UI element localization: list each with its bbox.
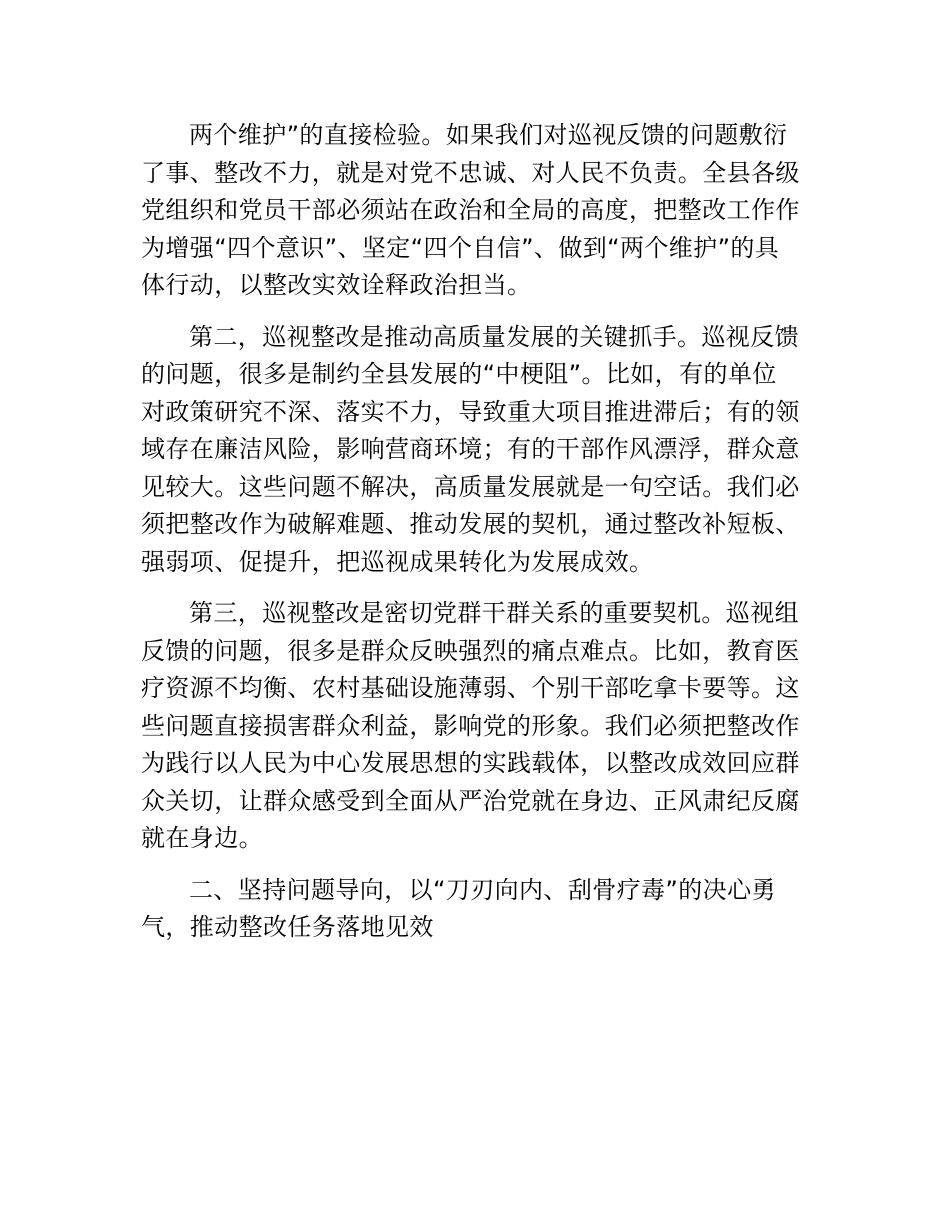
text-line: 体行动，以整改实效诠释政治担当。 xyxy=(141,271,532,299)
text-line: 第三，巡视整改是密切党群干群关系的重要契机。巡视组 xyxy=(189,599,799,627)
text-line: 见较大。这些问题不解决，高质量发展就是一句空话。我们必 xyxy=(141,472,800,501)
text-line: 些问题直接损害群众利益，影响党的形象。我们必须把整改作 xyxy=(141,711,800,740)
text-line: 气，推动整改任务落地见效 xyxy=(141,913,434,941)
text-line: 疗资源不均衡、农村基础设施薄弱、个别干部吃拿卡要等。这 xyxy=(141,674,800,702)
text-line: 众关切，让群众感受到全面从严治党就在身边、正风肃纪反腐 xyxy=(141,786,800,815)
paragraph-third-point xyxy=(141,595,813,858)
text-line: 党组织和党员干部必须站在政治和全局的高度，把整改工作作 xyxy=(141,196,800,224)
text-line: 须把整改作为破解难题、推动发展的契机，通过整改补短板、 xyxy=(141,510,800,538)
paragraph-second-point xyxy=(141,319,813,582)
document-body xyxy=(141,117,813,961)
text-line: 了事、整改不力，就是对党不忠诚、对人民不负责。全县各级 xyxy=(141,158,800,187)
text-line: 两个维护”的直接检验。如果我们对巡视反馈的问题敷衍 xyxy=(189,121,788,149)
section-heading-two xyxy=(141,872,813,947)
text-line: 强弱项、促提升，把巡视成果转化为发展成效。 xyxy=(141,547,654,576)
text-line: 对政策研究不深、落实不力，导致重大项目推进滞后；有的领 xyxy=(141,397,800,426)
text-line: 为践行以人民为中心发展思想的实践载体，以整改成效回应群 xyxy=(141,749,800,777)
text-line: 为增强“四个意识”、坚定“四个自信”、做到“两个维护”的具 xyxy=(141,233,780,262)
text-line: 域存在廉洁风险，影响营商环境；有的干部作风漂浮，群众意 xyxy=(141,435,800,463)
paragraph-political-check xyxy=(141,117,813,305)
text-line: 反馈的问题，很多是群众反映强烈的痛点难点。比如，教育医 xyxy=(141,636,800,665)
text-line: 第二，巡视整改是推动高质量发展的关键抓手。巡视反馈 xyxy=(189,322,799,351)
text-line: 就在身边。 xyxy=(141,824,263,852)
text-line: 二、坚持问题导向，以“刀刃向内、刮骨疗毒”的决心勇 xyxy=(189,875,776,904)
text-line: 的问题，很多是制约全县发展的“中梗阻”。比如，有的单位 xyxy=(141,360,777,388)
